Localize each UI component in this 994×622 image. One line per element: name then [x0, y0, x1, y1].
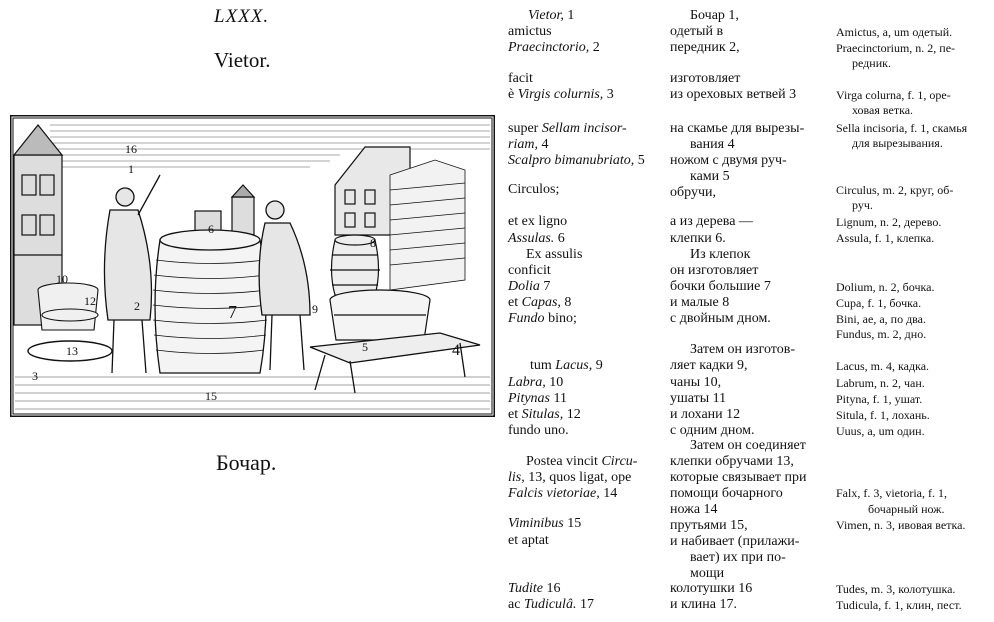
- plate-number: 4: [452, 342, 460, 359]
- latin-line: super Sellam incisor-: [508, 121, 627, 136]
- russian-line: на скамье для вырезы-: [670, 121, 805, 136]
- large-barrel: [153, 230, 267, 373]
- latin-line: Vietor, 1: [528, 8, 575, 23]
- russian-line: Затем он соединяет: [690, 438, 806, 453]
- plate-number: 2: [134, 299, 140, 313]
- russian-line: с одним дном.: [670, 423, 755, 438]
- cooper-woodcut-illustration: [10, 115, 495, 417]
- glossary-line: Tudes, m. 3, колотушка.: [836, 582, 956, 596]
- latin-line: Assulas. 6: [508, 231, 565, 246]
- chapter-number: LXXX.: [214, 6, 270, 27]
- latin-line: Ex assulis: [526, 247, 583, 262]
- russian-line: прутьями 15,: [670, 518, 748, 533]
- russian-line: Из клепок: [690, 247, 751, 262]
- glossary-line: Pityna, f. 1, ушат.: [836, 392, 923, 406]
- russian-line: из ореховых ветвей 3: [670, 87, 797, 102]
- glossary-line: Falx, f. 3, vietoria, f. 1,: [836, 486, 947, 500]
- latin-line: Tudite 16: [508, 581, 561, 596]
- russian-line: одетый в: [670, 24, 724, 39]
- russian-line: ками 5: [690, 169, 730, 184]
- glossary-line: Fundus, m. 2, дно.: [836, 327, 927, 341]
- latin-line: Circulos;: [508, 182, 560, 197]
- glossary-line: Praecinctorium, n. 2, пе-: [836, 41, 956, 55]
- glossary-line: Labrum, n. 2, чан.: [836, 376, 925, 390]
- russian-line: клепки обручами 13,: [670, 454, 794, 469]
- glossary-line: Sella incisoria, f. 1, скамья: [836, 121, 968, 135]
- russian-line: а из дерева —: [670, 214, 753, 229]
- plate-number: 3: [32, 369, 38, 383]
- plate-number: 9: [312, 302, 318, 316]
- glossary-line: для вырезывания.: [852, 136, 943, 150]
- latin-line: amictus: [508, 24, 552, 39]
- russian-title: Бочар.: [216, 450, 277, 475]
- russian-line: чаны 10,: [670, 375, 722, 390]
- plate-number: 5: [362, 340, 368, 354]
- glossary-line: бочарный нож.: [868, 502, 945, 516]
- russian-line: изготовляет: [670, 71, 741, 86]
- glossary-line: Situla, f. 1, лохань.: [836, 408, 930, 422]
- glossary-line: Vimen, n. 3, ивовая ветка.: [836, 518, 966, 532]
- russian-line: ножа 14: [670, 502, 718, 517]
- glossary-line: Tudicula, f. 1, клин, пест.: [836, 598, 962, 612]
- russian-line: и лохани 12: [670, 407, 741, 422]
- latin-line: riam, 4: [508, 137, 549, 152]
- russian-line: которые связывает при: [670, 470, 807, 485]
- russian-line: и клина 17.: [670, 597, 737, 612]
- latin-line: è Virgis colurnis, 3: [508, 87, 614, 102]
- glossary-line: Cupa, f. 1, бочка.: [836, 296, 922, 310]
- plate-number: 6: [208, 222, 214, 236]
- latin-line: et aptat: [508, 533, 549, 548]
- glossary-line: Dolium, n. 2, бочка.: [836, 280, 935, 294]
- latin-line: Viminibus 15: [508, 516, 582, 531]
- russian-line: помощи бочарного: [670, 486, 783, 501]
- latin-line: Falcis vietoriae, 14: [508, 486, 618, 501]
- latin-line: Fundo bino;: [508, 311, 577, 326]
- latin-line: ac Tudiculâ. 17: [508, 597, 594, 612]
- stacked-staves: [390, 160, 465, 290]
- latin-line: Praecinctorio, 2: [508, 40, 600, 55]
- glossary-line: Circulus, m. 2, круг, об-: [836, 183, 954, 197]
- latin-title: Vietor.: [214, 48, 271, 72]
- glossary-line: ховая ветка.: [852, 103, 914, 117]
- russian-line: вает) их при по-: [690, 550, 786, 565]
- latin-line: facit: [508, 71, 533, 86]
- russian-line: вания 4: [690, 137, 735, 152]
- tub: [330, 290, 430, 340]
- latin-line: fundo uno.: [508, 423, 569, 438]
- russian-line: клепки 6.: [670, 231, 726, 246]
- glossary-line: Lacus, m. 4, кадка.: [836, 359, 930, 373]
- russian-line: ушаты 11: [670, 391, 727, 406]
- russian-line: мощи: [690, 566, 725, 581]
- plate-number: 15: [205, 389, 217, 403]
- plate-number: 16: [125, 142, 137, 156]
- russian-line: и малые 8: [670, 295, 730, 310]
- plate-number: 10: [56, 272, 68, 286]
- latin-line: conficit: [508, 263, 551, 278]
- russian-line: Затем он изготов-: [690, 342, 795, 357]
- russian-line: обручи,: [670, 185, 716, 200]
- glossary-line: Amictus, a, um одетый.: [836, 25, 953, 39]
- plate-number: 7: [228, 302, 237, 322]
- latin-line: et Capas, 8: [508, 295, 572, 310]
- glossary-line: Lignum, n. 2, дерево.: [836, 215, 942, 229]
- latin-line: et ex ligno: [508, 214, 568, 229]
- latin-line: et Situlas, 12: [508, 407, 581, 422]
- glossary-line: Bini, ae, a, по два.: [836, 312, 927, 326]
- latin-line: Scalpro bimanubriato, 5: [508, 153, 645, 168]
- glossary-line: Assula, f. 1, клепка.: [836, 231, 935, 245]
- plate-number: 12: [84, 294, 96, 308]
- glossary-line: редник.: [852, 56, 891, 70]
- russian-line: с двойным дном.: [670, 311, 771, 326]
- latin-line: Labra, 10: [508, 375, 564, 390]
- latin-line: Postea vincit Circu-: [526, 454, 638, 469]
- latin-line: Pitynas 11: [508, 391, 567, 406]
- russian-line: ляет кадки 9,: [670, 358, 748, 373]
- latin-line: Dolia 7: [508, 279, 551, 294]
- glossary-line: руч.: [852, 198, 873, 212]
- russian-line: колотушки 16: [670, 581, 753, 596]
- russian-line: и набивает (прилажи-: [670, 534, 800, 549]
- glossary-line: Uuus, a, um один.: [836, 424, 925, 438]
- russian-line: передник 2,: [670, 40, 740, 55]
- russian-line: ножом с двумя руч-: [670, 153, 787, 168]
- latin-line: tum Lacus, 9: [530, 358, 603, 373]
- plate-number: 8: [370, 236, 376, 250]
- plate-number: 1: [128, 162, 134, 176]
- plate-number: 13: [66, 344, 78, 358]
- glossary-line: Virga colurna, f. 1, оре-: [836, 88, 951, 102]
- russian-line: он изготовляет: [670, 263, 759, 278]
- latin-line: lis, 13, quos ligat, ope: [508, 470, 632, 485]
- russian-line: Бочар 1,: [690, 8, 739, 23]
- russian-line: бочки большие 7: [670, 279, 771, 294]
